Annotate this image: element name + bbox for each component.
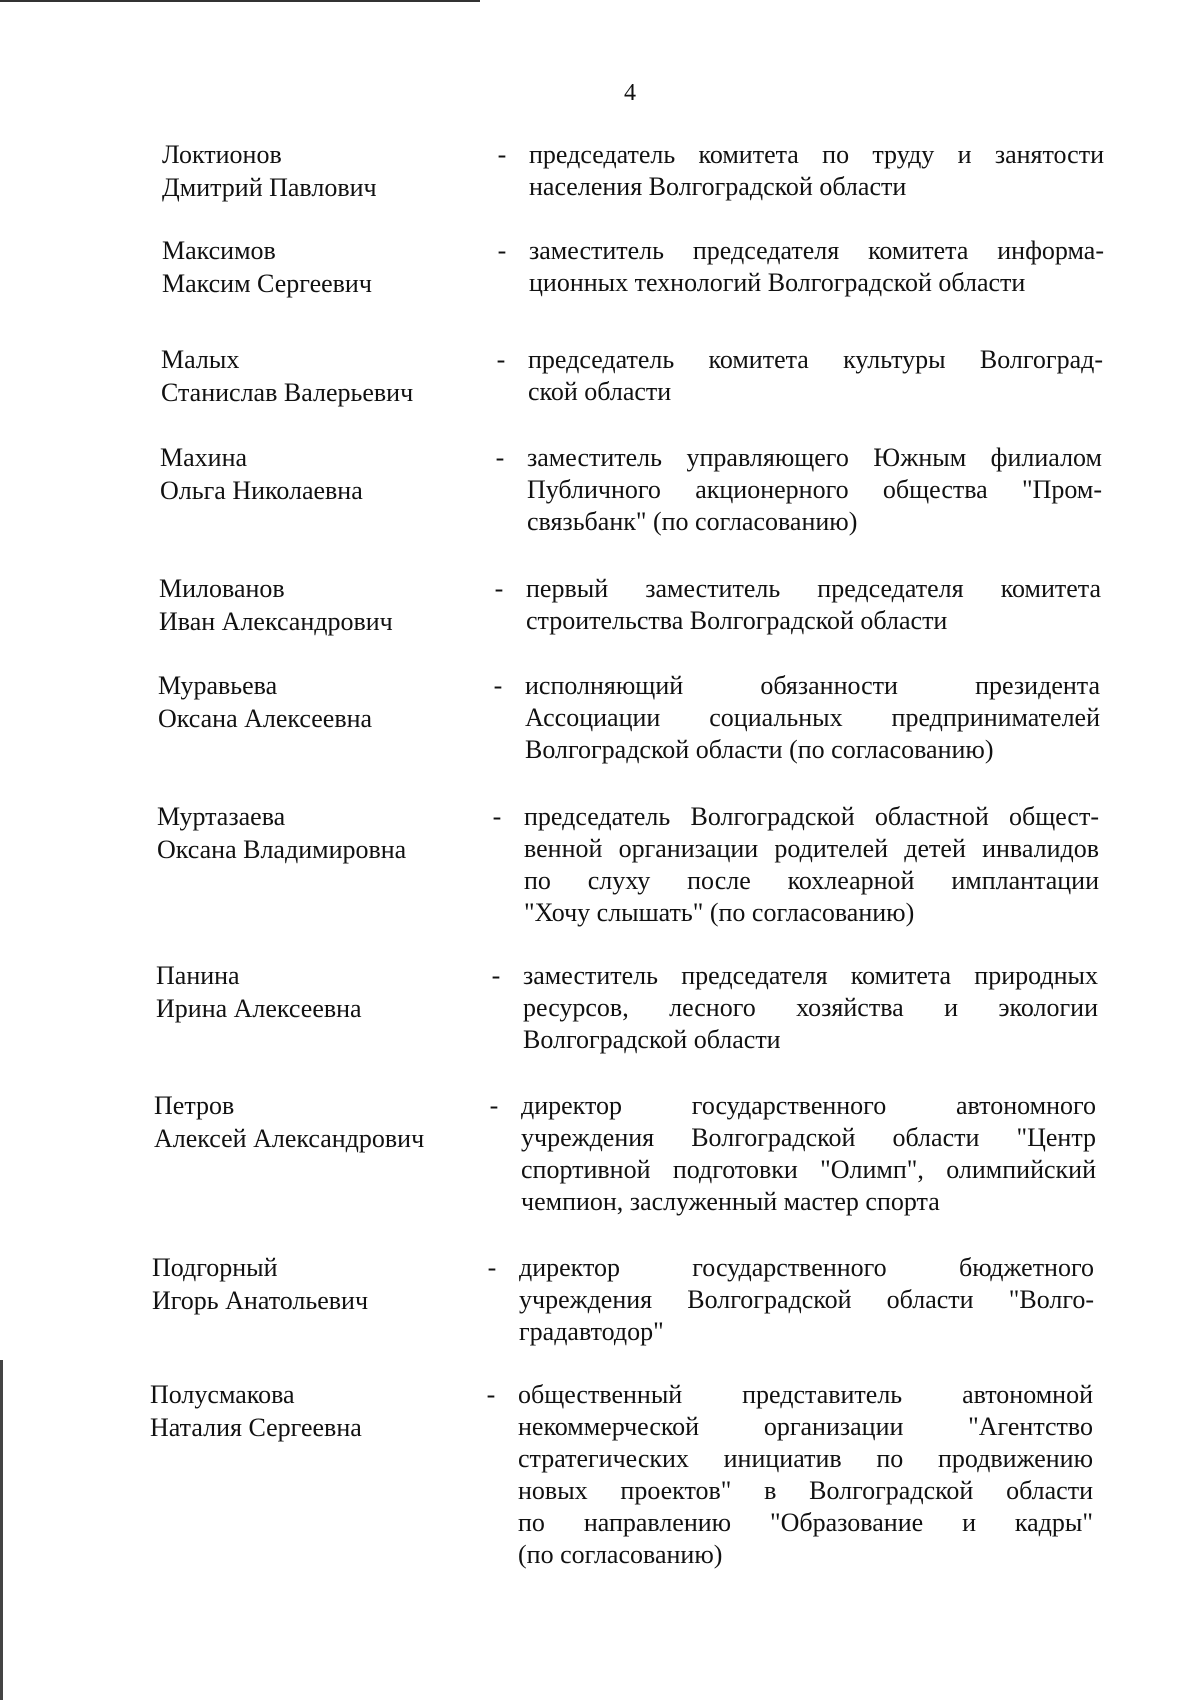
scan-edge-top bbox=[0, 0, 480, 2]
member-position bbox=[518, 1378, 1093, 1570]
member-given-names: Наталия Сергеевна bbox=[150, 1413, 362, 1442]
member-name bbox=[150, 1378, 470, 1444]
member-position bbox=[528, 343, 1103, 407]
position-line: венной организации родителей детей инвалидов bbox=[524, 834, 1099, 863]
member-surname: Подгорный bbox=[152, 1253, 278, 1282]
position-line: стратегических инициатив по продвижению bbox=[518, 1444, 1093, 1473]
member-given-names: Игорь Анатольевич bbox=[152, 1286, 369, 1315]
member-surname: Петров bbox=[154, 1091, 235, 1120]
position-line: исполняющий обязанности президента bbox=[525, 671, 1100, 700]
member-name bbox=[157, 800, 477, 866]
position-line: некоммерческой организации "Агентство bbox=[518, 1412, 1093, 1441]
member-given-names: Максим Сергеевич bbox=[162, 269, 372, 298]
position-line: (по согласованию) bbox=[518, 1540, 723, 1569]
member-given-names: Оксана Владимировна bbox=[157, 835, 407, 864]
member-name bbox=[162, 138, 482, 204]
position-line: Публичного акционерного общества "Пром- bbox=[527, 475, 1102, 504]
member-name bbox=[158, 669, 478, 735]
scan-edge-left bbox=[0, 1360, 3, 1700]
dash-separator: - bbox=[497, 140, 507, 169]
position-line: директор государственного автономного bbox=[521, 1091, 1096, 1120]
member-position bbox=[525, 669, 1100, 765]
position-line: Ассоциации социальных предпринимателей bbox=[525, 703, 1100, 732]
member-name bbox=[154, 1089, 474, 1155]
dash-separator: - bbox=[495, 443, 505, 472]
position-line: градавтодор" bbox=[519, 1317, 664, 1346]
dash-separator: - bbox=[492, 802, 502, 831]
member-given-names: Станислав Валерьевич bbox=[161, 378, 414, 407]
dash-separator: - bbox=[494, 574, 504, 603]
position-line: председатель комитета культуры Волгоград- bbox=[528, 345, 1103, 374]
member-position bbox=[527, 441, 1102, 537]
member-given-names: Ольга Николаевна bbox=[160, 476, 363, 505]
dash-separator: - bbox=[491, 961, 501, 990]
position-line: "Хочу слышать" (по согласованию) bbox=[524, 898, 915, 927]
position-line: председатель комитета по труду и занятости bbox=[529, 140, 1104, 169]
position-line: первый заместитель председателя комитета bbox=[526, 574, 1101, 603]
member-given-names: Ирина Алексеевна bbox=[156, 994, 362, 1023]
member-position bbox=[526, 572, 1101, 636]
member-surname: Локтионов bbox=[162, 140, 282, 169]
member-given-names: Дмитрий Павлович bbox=[162, 173, 377, 202]
dash-separator: - bbox=[493, 671, 503, 700]
member-surname: Махина bbox=[160, 443, 248, 472]
position-line: учреждения Волгоградской области "Центр bbox=[521, 1123, 1096, 1152]
position-line: по слуху после кохлеарной имплантации bbox=[524, 866, 1099, 895]
member-position bbox=[519, 1251, 1094, 1347]
position-line: населения Волгоградской области bbox=[529, 172, 907, 201]
position-line: по направлению "Образование и кадры" bbox=[518, 1508, 1093, 1537]
position-line: чемпион, заслуженный мастер спорта bbox=[521, 1187, 940, 1216]
member-surname: Полусмакова bbox=[150, 1380, 295, 1409]
position-line: заместитель председателя комитета природных bbox=[523, 961, 1098, 990]
member-surname: Малых bbox=[161, 345, 240, 374]
dash-separator: - bbox=[496, 345, 506, 374]
member-surname: Муртазаева bbox=[157, 802, 286, 831]
member-name bbox=[162, 234, 482, 300]
dash-separator: - bbox=[487, 1253, 497, 1282]
position-line: ционных технологий Волгоградской области bbox=[529, 268, 1026, 297]
dash-separator: - bbox=[489, 1091, 499, 1120]
page-number: 4 bbox=[624, 80, 636, 106]
dash-separator: - bbox=[497, 236, 507, 265]
member-given-names: Оксана Алексеевна bbox=[158, 704, 373, 733]
member-position bbox=[523, 959, 1098, 1055]
member-given-names: Алексей Александрович bbox=[154, 1124, 425, 1153]
position-line: заместитель председателя комитета информа- bbox=[529, 236, 1104, 265]
member-position bbox=[529, 234, 1104, 298]
position-line: учреждения Волгоградской области "Волго- bbox=[519, 1285, 1094, 1314]
position-line: связьбанк" (по согласованию) bbox=[527, 507, 858, 536]
member-name bbox=[161, 343, 481, 409]
position-line: спортивной подготовки "Олимп", олимпийский bbox=[521, 1155, 1096, 1184]
position-line: ресурсов, лесного хозяйства и экологии bbox=[523, 993, 1098, 1022]
member-surname: Милованов bbox=[159, 574, 285, 603]
position-line: строительства Волгоградской области bbox=[526, 606, 948, 635]
member-position bbox=[524, 800, 1099, 928]
member-given-names: Иван Александрович bbox=[159, 607, 393, 636]
member-name bbox=[160, 441, 480, 507]
member-surname: Панина bbox=[156, 961, 240, 990]
dash-separator: - bbox=[486, 1380, 496, 1409]
member-name bbox=[156, 959, 476, 1025]
position-line: Волгоградской области (по согласованию) bbox=[525, 735, 994, 764]
position-line: заместитель управляющего Южным филиалом bbox=[527, 443, 1102, 472]
member-name bbox=[152, 1251, 472, 1317]
position-line: новых проектов" в Волгоградской области bbox=[518, 1476, 1093, 1505]
position-line: ской области bbox=[528, 377, 672, 406]
position-line: Волгоградской области bbox=[523, 1025, 781, 1054]
member-name bbox=[159, 572, 479, 638]
position-line: директор государственного бюджетного bbox=[519, 1253, 1094, 1282]
member-surname: Муравьева bbox=[158, 671, 278, 700]
position-line: общественный представитель автономной bbox=[518, 1380, 1093, 1409]
member-position bbox=[529, 138, 1104, 202]
position-line: председатель Волгоградской областной общест- bbox=[524, 802, 1099, 831]
member-position bbox=[521, 1089, 1096, 1217]
member-surname: Максимов bbox=[162, 236, 276, 265]
